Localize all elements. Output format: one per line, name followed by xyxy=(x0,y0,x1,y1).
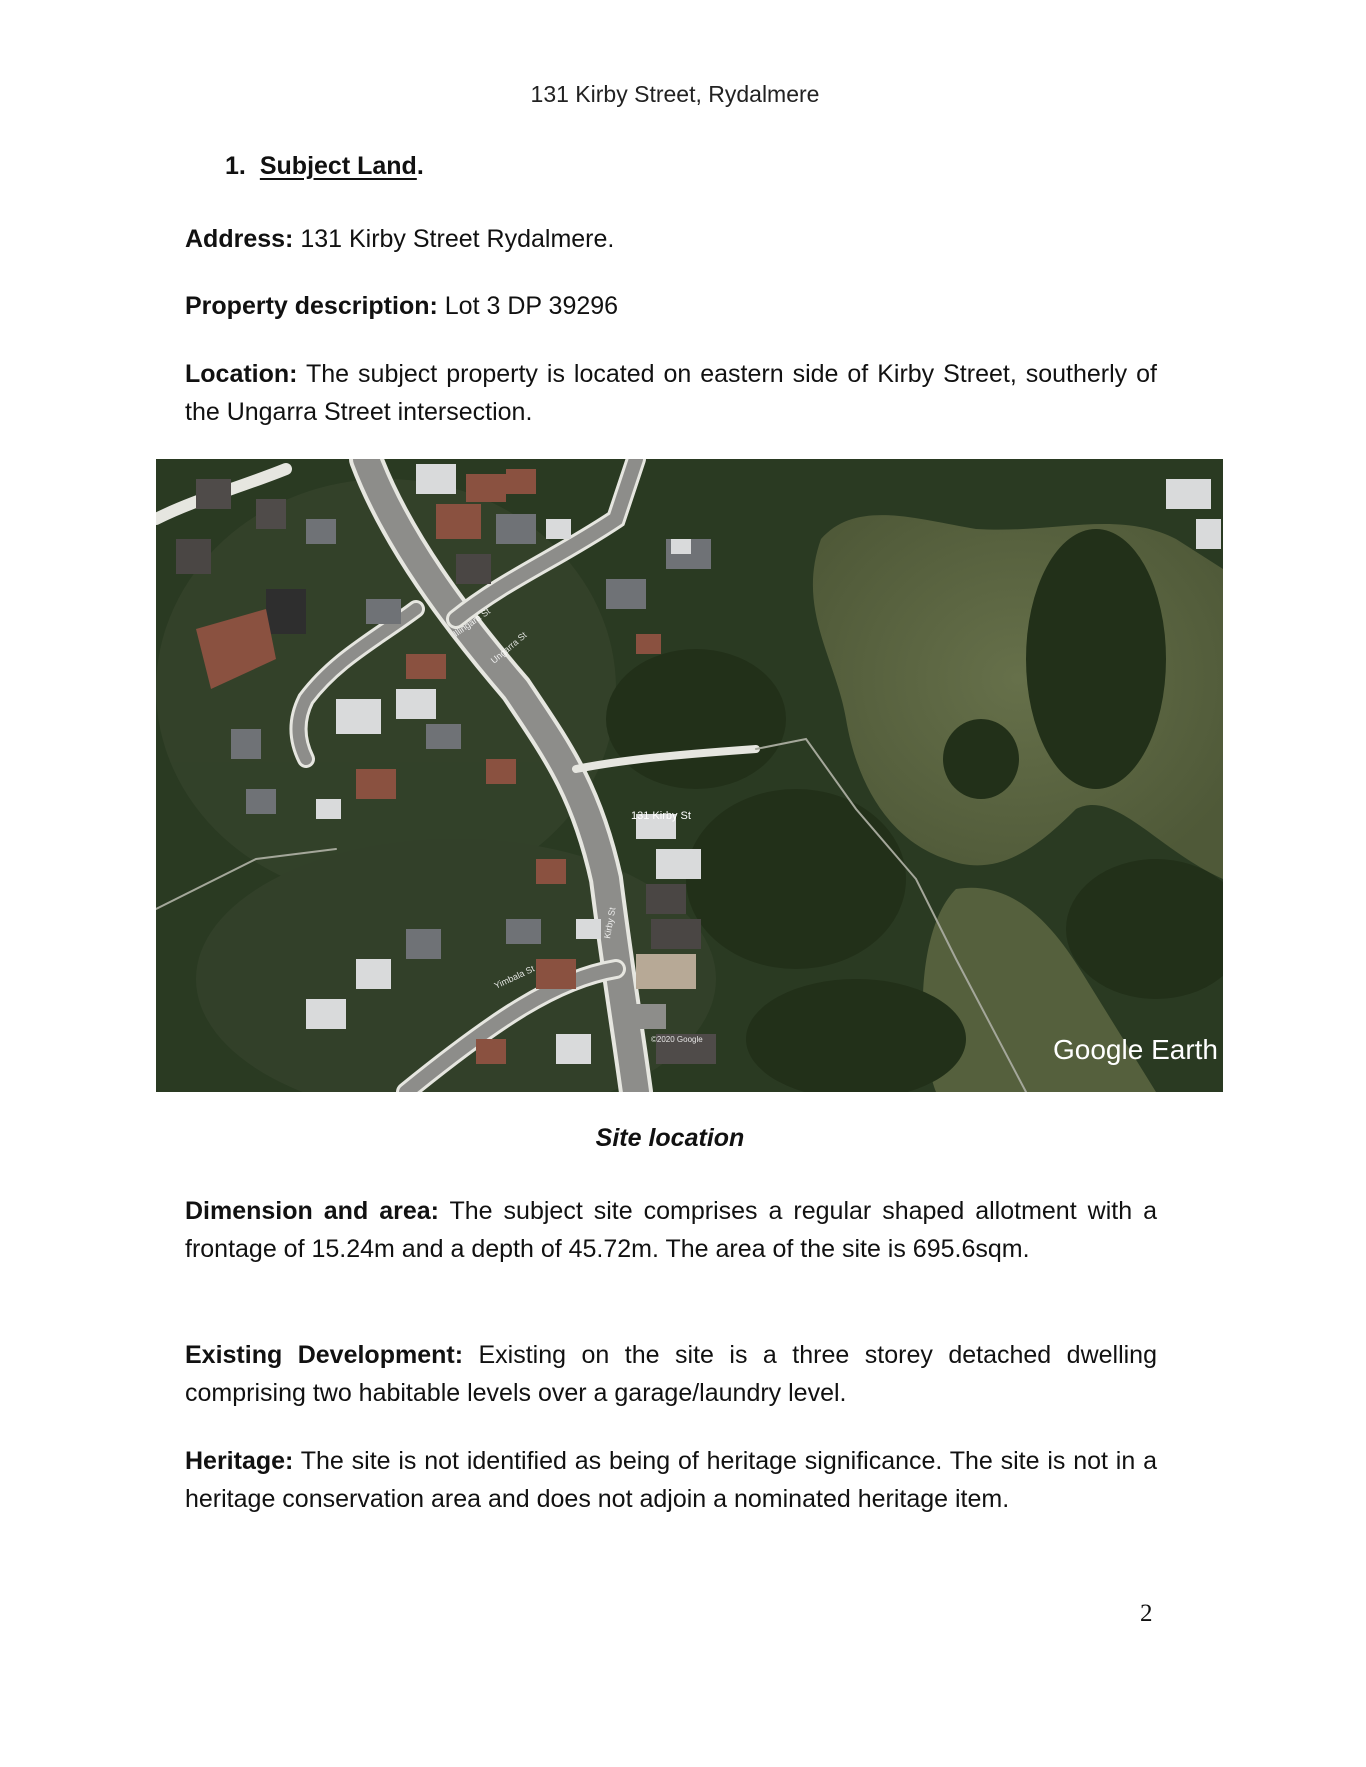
dimension-label: Dimension and area: xyxy=(185,1197,439,1225)
street-label-kirby: Kirby St xyxy=(602,906,618,940)
location-label: Location: xyxy=(185,360,298,388)
subject-address-label: 131 Kirby St xyxy=(631,810,691,822)
aerial-map-figure xyxy=(156,459,1223,1092)
section-title: Subject Land xyxy=(259,152,417,180)
street-label-west: Illingara St xyxy=(451,606,492,639)
heritage-paragraph xyxy=(185,1442,1157,1518)
copyright-label: ©2020 Google xyxy=(651,1035,703,1044)
existing-development-label: Existing Development: xyxy=(185,1341,464,1369)
street-label-lower: Yimbala St xyxy=(492,963,536,991)
aerial-map xyxy=(156,459,1223,1092)
figure-caption: Site location xyxy=(595,1124,745,1152)
property-description-paragraph xyxy=(185,287,1157,325)
page-number: 2 xyxy=(1140,1600,1153,1627)
google-earth-watermark: Google Earth xyxy=(1053,1034,1218,1065)
street-label-ungarra: Ungarra St xyxy=(488,629,529,666)
address-paragraph xyxy=(185,220,1157,258)
section-number: 1. xyxy=(225,152,246,180)
dimension-paragraph xyxy=(185,1192,1157,1268)
heritage-value: The site is not identified as being of heritage significance. The site is not in a heritage conservation area and does not adjoin a nominated heritage item. xyxy=(185,1447,1157,1513)
address-label: Address: xyxy=(185,225,294,253)
property-description-value: Lot 3 DP 39296 xyxy=(437,292,619,320)
running-header: 131 Kirby Street, Rydalmere xyxy=(530,81,820,107)
existing-development-value: Existing on the site is a three storey detached dwelling comprising two habitable levels over a garage/laundry level. xyxy=(185,1341,1157,1407)
property-description-label: Property description: xyxy=(185,292,438,320)
address-value: 131 Kirby Street Rydalmere. xyxy=(293,225,615,253)
dimension-value: The subject site comprises a regular shaped allotment with a frontage of 15.24m and a depth of 45.72m. The area of the site is 695.6sqm. xyxy=(185,1197,1157,1263)
section-heading xyxy=(225,152,424,181)
location-paragraph xyxy=(185,355,1157,431)
location-value: The subject property is located on eastern side of Kirby Street, southerly of the Ungarra Street intersection. xyxy=(185,360,1157,426)
heritage-label: Heritage: xyxy=(185,1447,294,1475)
existing-development-paragraph xyxy=(185,1336,1157,1412)
section-title-suffix: . xyxy=(416,152,424,180)
